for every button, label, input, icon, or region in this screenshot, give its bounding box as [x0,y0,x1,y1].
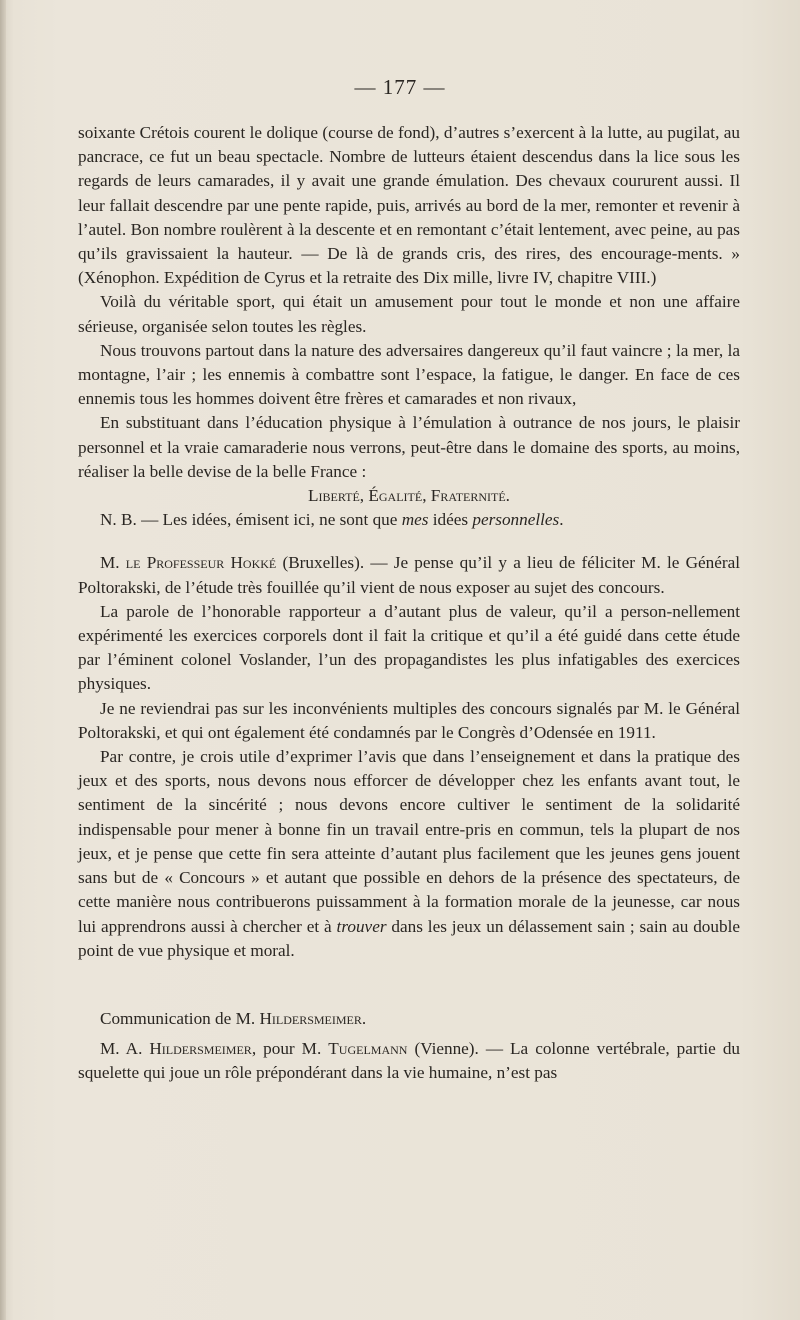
spacer [78,963,740,1007]
paragraph-nature: Nous trouvons partout dans la nature des adversaires dangereux qu’il faut vaincre ; la mer, la montagne, l’air ; les ennemis à combattre sont l’espace, la fatigue, le danger. En face de ces ennemis tous les hommes doivent être frères et camarades et non rivaux, [78,340,740,409]
contre-part2: dans les jeux un délassement sain ; sain au double point de vue physique et moral. [78,916,740,960]
hokke-text: (Bruxelles). — Je pense qu’il y a lieu de féliciter M. le Général Poltorakski, de l’étude très fouillée qu’il vient de nous exposer au sujet des concours. [78,553,741,597]
motto: Liberté, Égalité, Fraternité. [308,486,510,506]
paragraph-rapporteur: La parole de l’honorable rapporteur a d’autant plus de valeur, qu’il a person-nellement expérimenté les exercices corporels dont il fait la critique et qu’il a été guidé dans cette étude par l’éminent colonel Voslander, l’un des propagandistes les plus infatigables des exercices physiques. [78,601,740,694]
communication-heading [78,1007,740,1031]
communication-end: . [361,1008,367,1028]
paragraph-par-contre [78,745,740,963]
paragraph-xenophon: soixante Crétois courent le dolique (course de fond), d’autres s’exercent à la lutte, au pugilat, au pancrace, ce fut un beau spectacle. Nombre de lutteurs étaient descendus dans la lice sous les regards de leurs camarades, il y avait une grande émulation. Des chevaux coururent aussi. Il leur fallait descendre par une pente rapide, puis, arrivés au bord de la mer, remonter et revenir à l’autel. Bon nombre roulèrent à la descente et en remontant c’était lentement, avec peine, au pas qu’ils gravissaient la hauteur. — De là de grands cris, des rires, des encourage-ments. » (Xénophon. Expédition de Cyrus et la retraite des Dix mille, livre IV, chapitre VIII.) [78,123,740,288]
paragraph-inconvenients: Je ne reviendrai pas sur les inconvénients multiples des concours signalés par M. le Général Poltorakski, et qui ont également été condamnés par le Congrès d’Odensée en 1911. [78,698,740,742]
paragraph-sport: Voilà du véritable sport, qui était un amusement pour tout le monde et non une affaire sérieuse, organisée selon toutes les règles. [78,292,740,336]
last-name2: Tugelmann [328,1039,408,1059]
page-number: — 177 — [354,75,446,99]
paragraph-education: En substituant dans l’éducation physique à l’émulation à outrance de nos jours, le plaisir personnel et la vraie camaraderie nous verrons, peut-être dans le domaine des sports, au moins, réaliser la belle devise de la belle France : [78,413,740,481]
page-edge-shadow [0,0,6,1320]
paragraph-hokke [78,551,740,599]
contre-trouver: trouver [336,916,387,936]
note-nb-prefix: N. B. — Les idées, émisent ici, ne sont que [100,510,402,530]
communication-prefix: Communication de M. [100,1008,260,1028]
note-nb-end: . [559,510,564,530]
paragraph-hildersmeimer [78,1037,740,1085]
contre-part1: Par contre, je crois utile d’exprimer l’avis que dans l’enseignement et dans la pratique des jeux et des sports, nous devons nous efforcer de développer chez les enfants avant tout, le sentiment de la sincérité ; nous devons encore cultiver le sentiment de la solidarité indispensable pour mener à bonne fin un travail entre-pris en commun, tels la plupart de nos jeux, et je pense que cette fin sera atteinte d’autant plus facilement que les jeunes gens jouent sans but de « Concours » et autant que possible en dehors de la présence des spectateurs, de cette manière nous contribuerons puissamment à la formation morale de la jeunesse, car nous lui apprendrons aussi à chercher et à [78,747,740,936]
note-nb-middle: idées [428,510,473,530]
last-rest: (Vienne). — La colonne vertébrale, partie du squelette qui joue un rôle prépondérant dans la vie humaine, n’est pas [78,1039,741,1083]
note-nb [78,508,740,532]
speaker-hokke: M. le Professeur Hokké [100,553,277,573]
last-mid: , pour M. [251,1039,329,1059]
last-m: M. A. [100,1039,150,1059]
body-text [78,121,740,1086]
communication-name: Hildersmeimer [259,1008,362,1028]
last-name1: Hildersmeimer [149,1039,252,1059]
spacer [78,532,740,551]
note-nb-mes: mes [401,510,429,530]
note-nb-personnelles: personnelles [472,510,560,530]
